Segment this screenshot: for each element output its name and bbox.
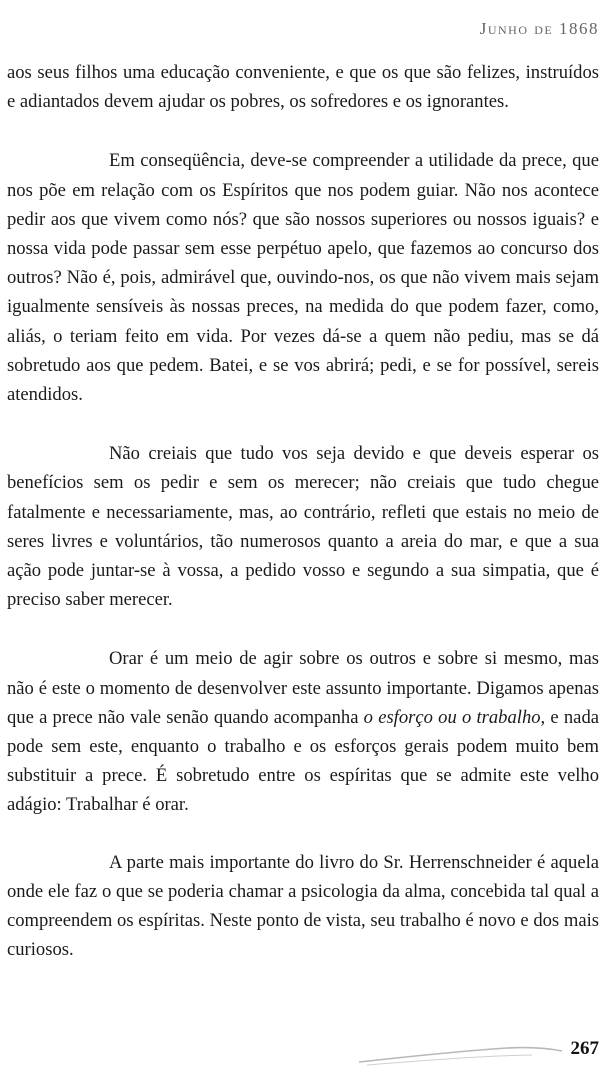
- paragraph-4-text-after: , e nada pode sem este, enquanto o trabalho e os esforços gerais podem muito bem substituir a prece. É sobretudo entre os espíritas que se admite este velho adágio: Trabalhar é orar.: [7, 706, 599, 816]
- page-body: [7, 58, 599, 994]
- page-number: 267: [570, 1038, 599, 1059]
- paragraph-4-text-before: Orar é um meio de agir sobre os outros e sobre si mesmo, mas não é este o momento de desenvolver este assunto importante. Digamos apenas que a prece não vale senão quando acompanha: [7, 648, 599, 728]
- paragraph-3: Não creiais que tudo vos seja devido e que deveis esperar os benefícios sem os pedir e sem os merecer; não creiais que tudo chegue fatalmente e necessariamente, mas, ao contrário, refleti que estais no meio de seres livres e voluntários, tão numerosos quanto a areia do mar, e que a sua ação pode juntar-se à vossa, a pedido vosso e segundo a sua simpatia, que é preciso saber merecer.: [7, 443, 599, 611]
- paragraph-4-italic: o esforço ou o trabalho: [363, 706, 541, 728]
- paragraph-1: aos seus filhos uma educação conveniente, e que os que são felizes, instruídos e adiantados devem ajudar os pobres, os sofredores e os ignorantes.: [7, 62, 599, 113]
- paragraph-5: A parte mais importante do livro do Sr. Herrenschneider é aquela onde ele faz o que se poderia chamar a psicologia da alma, concebida tal qual a compreendem os espíritas. Neste ponto de vista, seu trabalho é novo e dos mais curiosos.: [7, 851, 599, 961]
- decorative-swoosh: [357, 1028, 567, 1068]
- paragraph-2: Em conseqüência, deve-se compreender a utilidade da prece, que nos põe em relação com os Espíritos que nos podem guiar. Não nos acontece pedir aos que vivem como nós? que são nossos superiores ou nossos iguais? e nossa vida pode passar sem esse perpétuo apelo, que fazemos ao concurso dos outros? Não é, pois, admirável que, ouvindo-nos, os que não vivem mais sejam igualmente sensíveis às nossas preces, na medida do que podem fazer, como, aliás, o teriam feito em vida. Por vezes dá-se a quem não pediu, mas se dá sobretudo aos que pedem. Batei, e se vos abrirá; pedi, e se for possível, sereis atendidos.: [7, 150, 599, 406]
- paragraph-4: [7, 644, 599, 819]
- running-header: Junho de 1868: [479, 19, 599, 38]
